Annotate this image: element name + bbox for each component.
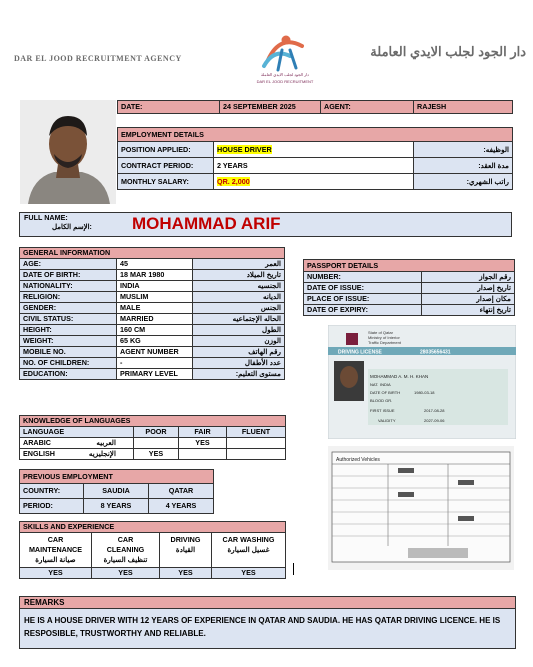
date-value: 24 SEPTEMBER 2025 bbox=[220, 101, 321, 114]
info-value: 65 KG bbox=[117, 336, 193, 347]
employment-title: EMPLOYMENT DETAILS bbox=[118, 128, 513, 142]
license-state: State of Qatar bbox=[368, 330, 393, 335]
authorized-vehicles-image bbox=[328, 446, 514, 570]
info-row-religion bbox=[20, 292, 285, 303]
info-value: MUSLIM bbox=[117, 292, 193, 303]
salary-label: MONTHLY SALARY: bbox=[118, 174, 214, 190]
info-value: - bbox=[117, 358, 193, 369]
passport-label: DATE OF EXPIRY: bbox=[304, 305, 422, 316]
license-first-issue-label: FIRST ISSUE bbox=[370, 408, 395, 413]
skill-name-ar: تنظيف السيارة bbox=[103, 555, 148, 564]
info-label: EDUCATION: bbox=[20, 369, 117, 380]
country-value: SAUDIA bbox=[84, 484, 149, 499]
passport-label: DATE OF ISSUE: bbox=[304, 283, 422, 294]
info-label: NATIONALITY: bbox=[20, 281, 117, 292]
license-first-issue: 2017-08-28 bbox=[424, 408, 445, 413]
skill-value: YES bbox=[212, 568, 286, 579]
passport-label-ar: مكان إصدار bbox=[422, 294, 515, 305]
remarks-text: HE IS A HOUSE DRIVER WITH 12 YEARS OF EXPERIENCE IN QATAR AND SAUDIA. HE HAS QATAR DRIVING LICENCE. HE IS RESPOSIBLE, TRUSTWORTHY AND RELIABLE. bbox=[19, 609, 516, 649]
info-value: MARRIED bbox=[117, 314, 193, 325]
position-value: HOUSE DRIVER bbox=[217, 144, 272, 154]
driving-license-image bbox=[328, 325, 516, 439]
info-value: 18 MAR 1980 bbox=[117, 270, 193, 281]
skill-name-ar: القيادة bbox=[175, 545, 196, 554]
language-fluent bbox=[227, 449, 286, 460]
agent-label: AGENT: bbox=[321, 101, 414, 114]
general-info-table bbox=[19, 247, 285, 380]
license-nat-label: NAT. bbox=[370, 382, 379, 387]
agency-name-ar: دار الجود لجلب الايدي العاملة bbox=[370, 44, 526, 59]
period-label: PERIOD: bbox=[20, 499, 84, 514]
info-row-education bbox=[20, 369, 285, 380]
skill-value: YES bbox=[20, 568, 92, 579]
passport-label-ar: تاريخ إصدار bbox=[422, 283, 515, 294]
skill-header-driving bbox=[160, 533, 212, 568]
info-label: GENDER: bbox=[20, 303, 117, 314]
info-label: NO. OF CHILDREN: bbox=[20, 358, 117, 369]
skill-name-line2: CLEANING bbox=[106, 545, 145, 554]
language-poor bbox=[134, 438, 179, 449]
logo-text-en: DAR EL JOOD RECRUITMENT bbox=[256, 79, 314, 84]
language-fair bbox=[179, 449, 227, 460]
contract-value: 2 YEARS bbox=[214, 158, 414, 174]
passport-label-ar: رقم الجواز bbox=[422, 272, 515, 283]
lang-header-poor: POOR bbox=[134, 427, 179, 438]
language-name: ARABIC bbox=[23, 438, 51, 447]
license-dept: Traffic Department bbox=[368, 340, 401, 345]
text-cursor bbox=[293, 563, 294, 575]
skill-name-line1: DRIVING bbox=[170, 535, 201, 544]
skill-name-ar: غسيل السيارة bbox=[227, 545, 270, 554]
languages-title: KNOWLEDGE OF LANGUAGES bbox=[20, 416, 286, 427]
agent-value: RAJESH bbox=[414, 101, 513, 114]
contract-label: CONTRACT PERIOD: bbox=[118, 158, 214, 174]
info-value: AGENT NUMBER bbox=[117, 347, 193, 358]
passport-table bbox=[303, 259, 515, 316]
country-label: COUNTRY: bbox=[20, 484, 84, 499]
skill-name-line1: CAR bbox=[117, 535, 134, 544]
info-label: WEIGHT: bbox=[20, 336, 117, 347]
language-name-ar: العربيه bbox=[96, 438, 116, 447]
info-label: DATE OF BIRTH: bbox=[20, 270, 117, 281]
country-value: QATAR bbox=[149, 484, 214, 499]
position-label: POSITION APPLIED: bbox=[118, 142, 214, 158]
license-blood-label: BLOOD GR. bbox=[370, 398, 393, 403]
passport-label-ar: تاريخ إنتهاء bbox=[422, 305, 515, 316]
lang-header-fluent: FLUENT bbox=[227, 427, 286, 438]
language-name-ar: الإنجليزيه bbox=[88, 449, 116, 458]
info-value: INDIA bbox=[117, 281, 193, 292]
previous-employment-title: PREVIOUS EMPLOYMENT bbox=[20, 470, 214, 484]
info-value: PRIMARY LEVEL bbox=[117, 369, 193, 380]
skill-value: YES bbox=[92, 568, 160, 579]
info-row-gender bbox=[20, 303, 285, 314]
period-value: 8 YEARS bbox=[84, 499, 149, 514]
info-label: AGE: bbox=[20, 259, 117, 270]
info-label-ar: العمر bbox=[193, 259, 285, 270]
employment-details-table bbox=[117, 127, 513, 190]
info-row-children bbox=[20, 358, 285, 369]
info-label-ar: الحاله الإجتماعيه bbox=[193, 314, 285, 325]
language-fair: YES bbox=[179, 438, 227, 449]
skill-header-car-washing bbox=[212, 533, 286, 568]
license-name: MOHAMMAD A. M. H. KHAN bbox=[370, 374, 429, 379]
applicant-photo bbox=[20, 100, 116, 204]
logo-text-ar: دار الجود لجلب الايدي العاملة bbox=[261, 72, 309, 77]
salary-value: QR. 2,000 bbox=[217, 176, 250, 186]
previous-employment-table bbox=[19, 469, 214, 514]
info-label-ar: الجنس bbox=[193, 303, 285, 314]
skill-name-ar: صيانة السيارة bbox=[35, 555, 76, 564]
info-row-dob bbox=[20, 270, 285, 281]
license-ministry: Ministry of Interior bbox=[368, 335, 400, 340]
info-label-ar: الديانه bbox=[193, 292, 285, 303]
languages-table bbox=[19, 415, 286, 460]
passport-label: PLACE OF ISSUE: bbox=[304, 294, 422, 305]
date-agent-table bbox=[117, 100, 513, 114]
info-row-height bbox=[20, 325, 285, 336]
agency-name-en: DAR EL JOOD RECRUITMENT AGENCY bbox=[14, 54, 182, 63]
skill-name-line1: CAR WASHING bbox=[222, 535, 275, 544]
info-label: RELIGION: bbox=[20, 292, 117, 303]
language-row-english bbox=[20, 449, 286, 460]
info-label-ar: الطول bbox=[193, 325, 285, 336]
lang-header-fair: FAIR bbox=[179, 427, 227, 438]
info-row-mobile bbox=[20, 347, 285, 358]
skills-table bbox=[19, 521, 286, 579]
date-label: DATE: bbox=[118, 101, 220, 114]
full-name-label-ar: الإسم الكامل: bbox=[52, 224, 92, 231]
skill-header-car-maintenance bbox=[20, 533, 92, 568]
salary-label-ar: راتب الشهري: bbox=[414, 174, 513, 190]
passport-label: NUMBER: bbox=[304, 272, 422, 283]
info-label-ar: الوزن bbox=[193, 336, 285, 347]
license-dob-label: DATE OF BIRTH bbox=[370, 390, 401, 395]
period-value: 4 YEARS bbox=[149, 499, 214, 514]
language-fluent bbox=[227, 438, 286, 449]
info-label-ar: رقم الهاتف bbox=[193, 347, 285, 358]
info-label: CIVIL STATUS: bbox=[20, 314, 117, 325]
info-row-age bbox=[20, 259, 285, 270]
info-label: HEIGHT: bbox=[20, 325, 117, 336]
skills-title: SKILLS AND EXPERIENCE bbox=[20, 522, 286, 533]
info-label-ar: عدد الأطفال bbox=[193, 358, 285, 369]
info-value: 160 CM bbox=[117, 325, 193, 336]
language-name: ENGLISH bbox=[23, 449, 55, 458]
license-validity-label: VALIDITY bbox=[378, 418, 396, 423]
skill-header-car-cleaning bbox=[92, 533, 160, 568]
license-number: 28035656431 bbox=[420, 349, 451, 356]
info-row-weight bbox=[20, 336, 285, 347]
passport-title: PASSPORT DETAILS bbox=[304, 260, 515, 272]
passport-row-issue-place bbox=[304, 294, 515, 305]
passport-row-expiry bbox=[304, 305, 515, 316]
info-row-civil-status bbox=[20, 314, 285, 325]
skill-name-line1: CAR bbox=[47, 535, 64, 544]
skill-name-line2: MAINTENANCE bbox=[28, 545, 83, 554]
info-value: 45 bbox=[117, 259, 193, 270]
passport-row-issue-date bbox=[304, 283, 515, 294]
position-label-ar: الوظيفه: bbox=[414, 142, 513, 158]
vehicles-title: Authorized Vehicles bbox=[336, 457, 380, 463]
lang-header-language: LANGUAGE bbox=[20, 427, 134, 438]
info-label: MOBILE NO. bbox=[20, 347, 117, 358]
general-info-title: GENERAL INFORMATION bbox=[20, 248, 285, 259]
license-header: DRIVING LICENSE bbox=[338, 349, 382, 356]
skill-value: YES bbox=[160, 568, 212, 579]
license-validity: 2027-09-06 bbox=[424, 418, 445, 423]
info-label-ar: تاريخ الميلاد bbox=[193, 270, 285, 281]
license-dob: 1980-03-18 bbox=[414, 390, 435, 395]
language-poor: YES bbox=[134, 449, 179, 460]
passport-row-number bbox=[304, 272, 515, 283]
full-name-label: FULL NAME: bbox=[24, 213, 68, 222]
language-row-arabic bbox=[20, 438, 286, 449]
info-label-ar: الجنسيه bbox=[193, 281, 285, 292]
full-name-value: MOHAMMAD ARIF bbox=[132, 214, 281, 233]
contract-label-ar: مدة العقد: bbox=[414, 158, 513, 174]
remarks-title: REMARKS bbox=[19, 596, 516, 609]
info-value: MALE bbox=[117, 303, 193, 314]
license-nat: INDIA bbox=[380, 382, 391, 387]
info-label-ar: مستوى التعليم: bbox=[193, 369, 285, 380]
info-row-nationality bbox=[20, 281, 285, 292]
